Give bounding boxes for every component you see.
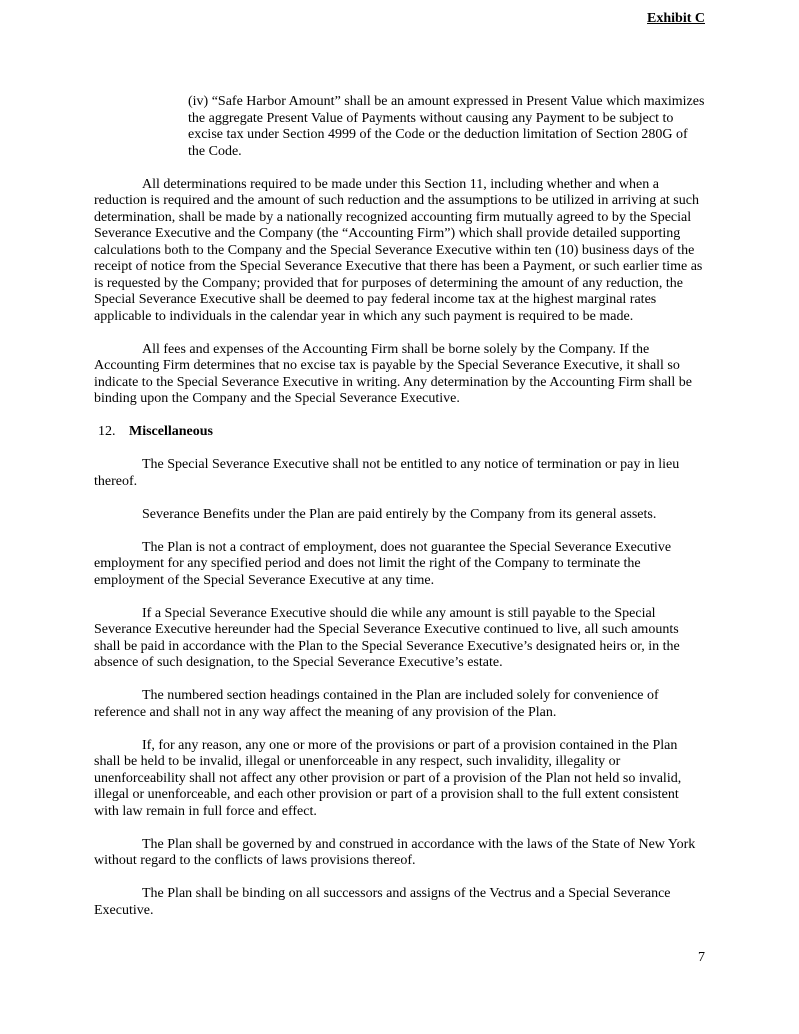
definition-safe-harbor-amount: (iv) “Safe Harbor Amount” shall be an amount expressed in Present Value which maximizes the aggregate Present Value of Payments without causing any Payment to be subject to excise tax under Section 4999 of the Code or the deduction limitation of Section 280G of the Code. (188, 94, 705, 159)
paragraph-accounting-determinations: All determinations required to be made under this Section 11, including whether and when a reduction is required and the amount of such reduction and the assumptions to be utilized in arriving at such determination, shall be made by a nationally recognized accounting firm mutually agreed to by the Special Severance Executive and the Company (the “Accounting Firm”) which shall provide detailed supporting calculations both to the Company and the Special Severance Executive within ten (10) business days of the receipt of notice from the Special Severance Executive that there has been a Payment, or such earlier time as is requested by the Company; provided that for purposes of determining the amount of any reduction, the Special Severance Executive shall be deemed to pay federal income tax at the highest marginal rates applicable to individuals in the calendar year in which any such payment is required to be made. (94, 176, 703, 324)
paragraph-severability: If, for any reason, any one or more of the provisions or part of a provision contained in the Plan shall be held to be invalid, illegal or unenforceable in any respect, such invalidity, illegality or unenforceability shall not affect any other provision or part of a provision of the Plan not held so invalid, illegal or unenforceable, and each other provision or part of a provision shall to the full extent consistent with law remain in full force and effect. (94, 737, 682, 819)
paragraph-not-contract: The Plan is not a contract of employment, does not guarantee the Special Severance Executive employment for any specified period and does not limit the right of the Company to terminate the employment of the Special Severance Executive at any time. (94, 539, 672, 588)
section-heading-miscellaneous (94, 424, 706, 441)
section-title: Miscellaneous (129, 424, 213, 439)
paragraph-accounting-fees: All fees and expenses of the Accounting Firm shall be borne solely by the Company. If the Accounting Firm determines that no excise tax is payable by the Special Severance Executive, it shall so indicate to the Special Severance Executive in writing. Any determination by the Accounting Firm shall be binding upon the Company and the Special Severance Executive. (94, 341, 692, 406)
exhibit-label: Exhibit C (647, 11, 705, 26)
paragraph-governing-law: The Plan shall be governed by and construed in accordance with the laws of the State of New York without regard to the conflicts of laws provisions thereof. (94, 836, 696, 868)
paragraph-death: If a Special Severance Executive should die while any amount is still payable to the Special Severance Executive hereunder had the Special Severance Executive continued to live, all such amounts shall be paid in accordance with the Plan to the Special Severance Executive’s designated heirs or, in the absence of such designation, to the Special Severance Executive’s estate. (94, 605, 680, 670)
paragraph-headings: The numbered section headings contained in the Plan are included solely for convenience of reference and shall not in any way affect the meaning of any provision of the Plan. (94, 688, 659, 720)
paragraph-no-notice: The Special Severance Executive shall not be entitled to any notice of termination or pay in lieu thereof. (94, 457, 680, 489)
page-number: 7 (698, 950, 705, 965)
paragraph-benefits-paid: Severance Benefits under the Plan are paid entirely by the Company from its general assets. (142, 506, 657, 522)
section-number: 12. (98, 424, 116, 439)
document-body (94, 94, 706, 936)
paragraph-successors: The Plan shall be binding on all successors and assigns of the Vectrus and a Special Severance Executive. (94, 886, 671, 918)
